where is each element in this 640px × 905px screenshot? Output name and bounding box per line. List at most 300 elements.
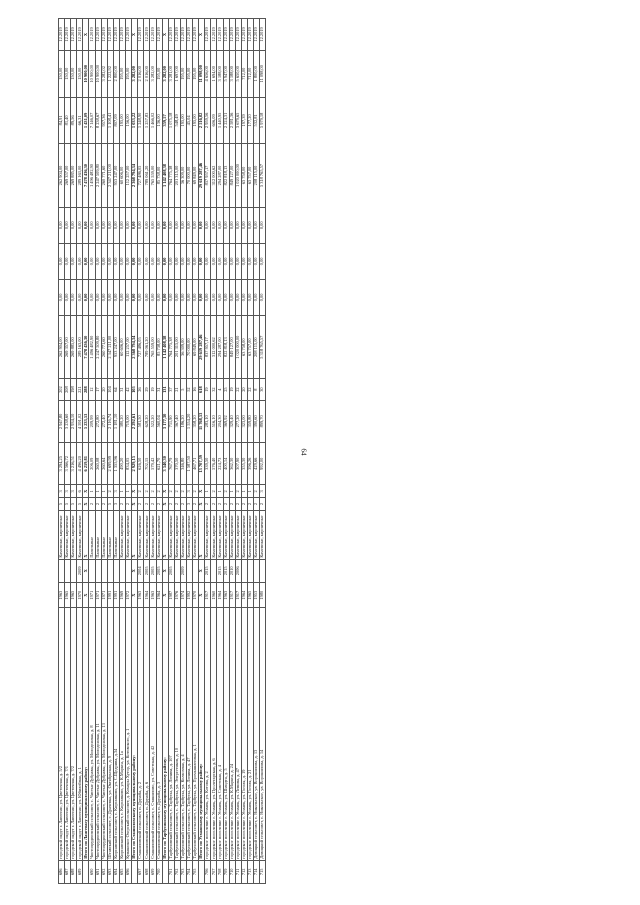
cell-d: 2 347 211,00 xyxy=(107,315,113,379)
cell-no: 699 xyxy=(150,860,156,883)
cell-addr: Кирсанский сельсовет, с. Кирсанково, ул. К.Маркса, д. 1а xyxy=(119,608,125,860)
cell-b: 560,04 xyxy=(156,400,162,442)
cell-addr: Тарбусинский сельсовет, с. Тарбусы, ул. Колхозная, д. 4 xyxy=(180,608,186,860)
cell-a: 3 216,51 xyxy=(71,443,77,485)
cell-b: 380,20 xyxy=(119,400,125,442)
cell-y1: 1964 xyxy=(217,582,223,607)
cell-g: 0,00 xyxy=(211,207,217,243)
cell-fl: 2 xyxy=(229,498,235,511)
cell-b: 516,10 xyxy=(211,400,217,442)
cell-en: 2 xyxy=(193,485,199,498)
cell-h: 765 559,00 xyxy=(150,144,156,208)
cell-g: 0,00 xyxy=(89,207,95,243)
cell-d: 837 957,17 xyxy=(205,315,211,379)
cell-h: 208 115,00 xyxy=(254,144,260,208)
cell-b: 283,10 xyxy=(205,400,211,442)
cell-c: 221 xyxy=(77,379,83,400)
cell-y1: 1917 xyxy=(205,582,211,607)
cell-j: 3 281,00 xyxy=(168,50,174,97)
cell-f: 0,00 xyxy=(180,243,186,279)
cell-j: 10 900,00 xyxy=(83,50,89,97)
cell-k: 12.2019 xyxy=(241,19,247,51)
cell-c: 4 xyxy=(217,379,223,400)
cell-f: 0,00 xyxy=(119,243,125,279)
cell-a: 1 587,50 xyxy=(186,443,192,485)
cell-h: 262 904,00 xyxy=(59,144,65,208)
cell-a: 429,66 xyxy=(254,443,260,485)
cell-a: 767,79 xyxy=(168,443,174,485)
cell-addr: городское поселение г. Усмань, ул. Гоголя, д. 21 xyxy=(247,608,253,860)
cell-k: X xyxy=(199,19,205,51)
cell-k: 12.2019 xyxy=(193,19,199,51)
cell-g: 0,00 xyxy=(229,207,235,243)
cell-fl: 2 xyxy=(211,498,217,511)
cell-fl: X xyxy=(83,498,89,511)
cell-c: 20 xyxy=(241,379,247,400)
cell-e: 0,00 xyxy=(199,279,205,315)
cell-no: 708 xyxy=(217,860,223,883)
cell-g: 0,00 xyxy=(126,207,132,243)
cell-b: 2 116,74 xyxy=(107,400,113,442)
cell-en: X xyxy=(83,485,89,498)
cell-e: 0,00 xyxy=(89,279,95,315)
cell-wall: Каменные, кирпичные xyxy=(223,510,229,559)
cell-h: 822 818,13 xyxy=(223,144,229,208)
cell-b: 2 292,61 xyxy=(132,400,138,442)
cell-b: 186,20 xyxy=(180,400,186,442)
cell-a: 2 929,15 xyxy=(132,443,138,485)
cell-a: 307,90 xyxy=(235,443,241,485)
cell-wall: Каменные, кирпичные xyxy=(241,510,247,559)
cell-y1: 1991 xyxy=(107,582,113,607)
cell-en: 2 xyxy=(156,485,162,498)
cell-wall: Каменные, кирпичные xyxy=(211,510,217,559)
cell-g: 0,00 xyxy=(205,207,211,243)
cell-y1: X xyxy=(199,582,205,607)
cell-k: 12.2019 xyxy=(254,19,260,51)
cell-no: 712 xyxy=(241,860,247,883)
cell-addr: Сташиловский сельсовет, п. Дружба, д. 2 xyxy=(138,608,144,860)
cell-b: 2 934,10 xyxy=(71,400,77,442)
cell-i: 177,20 xyxy=(247,97,253,144)
cell-f: 0,00 xyxy=(186,243,192,279)
cell-j: 195,00 xyxy=(180,50,186,97)
cell-j: 2 016,00 xyxy=(144,50,150,97)
cell-c: 12 xyxy=(89,379,95,400)
cell-a: 346,80 xyxy=(180,443,186,485)
cell-wall: X xyxy=(162,510,168,559)
cell-addr: Кирсанский сельсовет, с. Кирсанково, ул. С.Щедрина, д.34 xyxy=(113,608,119,860)
cell-e: 0,00 xyxy=(174,279,180,315)
cell-f: 0,00 xyxy=(162,243,168,279)
cell-addr: Чистопрудненский сельсовет, с. Чистые Дубравы, ул. Молодежная, д. 8 xyxy=(89,608,95,860)
cell-h: 727 486,05 xyxy=(138,144,144,208)
cell-j: 712,00 xyxy=(241,50,247,97)
cell-b: 711,90 xyxy=(168,400,174,442)
cell-addr: Сташиловский сельсовет, п. Дружба, д. 3 xyxy=(156,608,162,860)
cell-a: 467,71 xyxy=(193,443,199,485)
cell-en: 2 xyxy=(223,485,229,498)
cell-y1: 1965 xyxy=(65,582,71,607)
cell-j: 4 656,00 xyxy=(205,50,211,97)
cell-e: 0,00 xyxy=(65,279,71,315)
cell-b: 719,00 xyxy=(126,400,132,442)
cell-e: 0,00 xyxy=(101,279,107,315)
cell-en: 3 xyxy=(113,485,119,498)
cell-e: 0,00 xyxy=(156,279,162,315)
cell-no: 714 xyxy=(254,860,260,883)
cell-no: 697 xyxy=(138,860,144,883)
cell-c: 42 xyxy=(126,379,132,400)
cell-c: 19 xyxy=(229,379,235,400)
cell-i: 45,04 xyxy=(186,97,192,144)
cell-fl: 2 xyxy=(89,498,95,511)
cell-k: 12.2019 xyxy=(205,19,211,51)
cell-wall: Каменные, кирпичные xyxy=(71,510,77,559)
cell-j: 195,00 xyxy=(186,50,192,97)
cell-b: 329,40 xyxy=(229,400,235,442)
cell-no: 694 xyxy=(113,860,119,883)
cell-no: 689 xyxy=(77,860,83,883)
cell-d: 312 000,62 xyxy=(211,315,217,379)
cell-no: 710 xyxy=(229,860,235,883)
cell-a: 834,05 xyxy=(126,443,132,485)
cell-y1: 1972 xyxy=(126,582,132,607)
cell-y1: 1970 xyxy=(193,582,199,607)
cell-f: 0,00 xyxy=(126,243,132,279)
cell-y1: 1953 xyxy=(254,582,260,607)
cell-e: 0,00 xyxy=(132,279,138,315)
cell-c: 17 xyxy=(95,379,101,400)
cell-fl: 5 xyxy=(65,498,71,511)
cell-f: 0,00 xyxy=(174,243,180,279)
cell-f: 0,00 xyxy=(168,243,174,279)
cell-e: 0,00 xyxy=(241,279,247,315)
cell-g: 0,00 xyxy=(241,207,247,243)
cell-d: 208 115,00 xyxy=(254,315,260,379)
cell-k: 12.2019 xyxy=(223,19,229,51)
cell-f: 0,00 xyxy=(217,243,223,279)
cell-a: 13 707,59 xyxy=(199,443,205,485)
cell-c: 29 xyxy=(144,379,150,400)
cell-addr: городской округ г. Лангепас, ул. Юбилейная, д. 1 xyxy=(77,608,83,860)
cell-b: 3 177,30 xyxy=(162,400,168,442)
cell-g: 0,00 xyxy=(193,207,199,243)
cell-j: 150,00 xyxy=(71,50,77,97)
cell-h: 63 758,00 xyxy=(241,144,247,208)
cell-en: 1 xyxy=(229,485,235,498)
cell-g: 0,00 xyxy=(199,207,205,243)
cell-c: 16 xyxy=(193,379,199,400)
cell-fl: 5 xyxy=(59,498,65,511)
cell-g: 0,00 xyxy=(144,207,150,243)
cell-y2: 2015 xyxy=(223,559,229,582)
cell-g: 0,00 xyxy=(138,207,144,243)
cell-a: 370,50 xyxy=(174,443,180,485)
cell-g: 0,00 xyxy=(95,207,101,243)
cell-wall: X xyxy=(199,510,205,559)
cell-e: 0,00 xyxy=(211,279,217,315)
cell-i: 136,00 xyxy=(156,97,162,144)
cell-e: 0,00 xyxy=(193,279,199,315)
cell-fl: 2 xyxy=(180,498,186,511)
cell-g: 0,00 xyxy=(71,207,77,243)
cell-wall: Каменные, кирпичные xyxy=(217,510,223,559)
cell-i: 66,31 xyxy=(77,97,83,144)
cell-d: 63 757,00 xyxy=(247,315,253,379)
cell-wall: Каменные, кирпичные xyxy=(235,510,241,559)
cell-i: 2 516,82 xyxy=(199,97,205,144)
cell-b: 1 554,20 xyxy=(186,400,192,442)
cell-i: 8 238,67 xyxy=(95,97,101,144)
cell-f: 0,00 xyxy=(113,243,119,279)
table-rotated-container xyxy=(58,18,264,884)
cell-e: 0,00 xyxy=(235,279,241,315)
cell-en: 3 xyxy=(65,485,71,498)
cell-i: 195,00 xyxy=(119,97,125,144)
cell-e: 0,00 xyxy=(205,279,211,315)
cell-j: 195,00 xyxy=(193,50,199,97)
cell-b: 899,70 xyxy=(260,400,266,442)
cell-b: 367,40 xyxy=(174,400,180,442)
cell-wall: Каменные, кирпичные xyxy=(77,510,83,559)
cell-wall: Каменные, кирпичные xyxy=(138,510,144,559)
cell-y1: 1987 xyxy=(168,582,174,607)
cell-e: 0,00 xyxy=(168,279,174,315)
cell-b: 3 238,60 xyxy=(65,400,71,442)
cell-h: 789 061,20 xyxy=(144,144,150,208)
cell-e: 0,00 xyxy=(138,279,144,315)
cell-g: 0,00 xyxy=(168,207,174,243)
cell-j: 3 188,00 xyxy=(217,50,223,97)
cell-f: 0,00 xyxy=(95,243,101,279)
cell-d: 63 758,00 xyxy=(241,315,247,379)
cell-f: 0,00 xyxy=(107,243,113,279)
cell-a: 6 259,81 xyxy=(83,443,89,485)
cell-fl: 2 xyxy=(174,498,180,511)
cell-j: 1 800,00 xyxy=(254,50,260,97)
cell-a: 260,08 xyxy=(95,443,101,485)
cell-fl: 3 xyxy=(186,498,192,511)
cell-fl: 2 xyxy=(235,498,241,511)
cell-y2: 2009 xyxy=(180,559,186,582)
cell-en: 1 xyxy=(101,485,107,498)
cell-b: 5 233,53 xyxy=(83,400,89,442)
cell-d: 262 904,00 xyxy=(59,315,65,379)
cell-j: 1 697,00 xyxy=(174,50,180,97)
cell-d: 294 287,00 xyxy=(217,315,223,379)
table-row xyxy=(260,19,266,884)
cell-h: 36 309,00 xyxy=(180,144,186,208)
cell-e: 0,00 xyxy=(217,279,223,315)
cell-y1: 1960 xyxy=(211,582,217,607)
cell-fl: 5 xyxy=(71,498,77,511)
cell-e: 0,00 xyxy=(119,279,125,315)
cell-b: 2 947,80 xyxy=(59,400,65,442)
cell-h: 2 368 794,34 xyxy=(132,144,138,208)
cell-y2: X xyxy=(83,559,89,582)
cell-e: 0,00 xyxy=(77,279,83,315)
cell-c: 22 xyxy=(235,379,241,400)
cell-y2: 2015 xyxy=(205,559,211,582)
cell-b: 359,80 xyxy=(247,400,253,442)
cell-y2: 2005 xyxy=(144,559,150,582)
cell-k: 12.2019 xyxy=(113,19,119,51)
cell-k: 12.2019 xyxy=(247,19,253,51)
cell-d: 953 247,00 xyxy=(113,315,119,379)
cell-k: 12.2019 xyxy=(174,19,180,51)
cell-g: 0,00 xyxy=(217,207,223,243)
cell-i: 197,39 xyxy=(241,97,247,144)
cell-en: X xyxy=(199,485,205,498)
cell-h: 269 885,00 xyxy=(71,144,77,208)
cell-y2: X xyxy=(199,559,205,582)
cell-i: 1 466,02 xyxy=(150,97,156,144)
cell-e: 0,00 xyxy=(150,279,156,315)
cell-addr: Сташиловский сельсовет, п. Дружба, д. 6 xyxy=(144,608,150,860)
cell-b: 11 768,53 xyxy=(199,400,205,442)
cell-g: 0,00 xyxy=(247,207,253,243)
cell-f: 0,00 xyxy=(77,243,83,279)
cell-k: 12.2019 xyxy=(89,19,95,51)
cell-k: X xyxy=(162,19,168,51)
cell-b: 390,60 xyxy=(254,400,260,442)
cell-i: 807,09 xyxy=(113,97,119,144)
cell-a: 490,20 xyxy=(119,443,125,485)
cell-fl: X xyxy=(162,498,168,511)
cell-i: 606,09 xyxy=(211,97,217,144)
cell-i: 89,56 xyxy=(71,97,77,144)
cell-fl: 2 xyxy=(95,498,101,511)
cell-wall: Каменные, кирпичные xyxy=(156,510,162,559)
cell-y1: 1964 xyxy=(241,582,247,607)
cell-y1: 1976 xyxy=(174,582,180,607)
cell-no: 687 xyxy=(65,860,71,883)
cell-g: 0,00 xyxy=(132,207,138,243)
cell-j: 3 282,00 xyxy=(150,50,156,97)
cell-addr: городское поселение г. Усмань, ул. Гоголя, д. 19 xyxy=(241,608,247,860)
cell-g: 0,00 xyxy=(113,207,119,243)
cell-c: 30 xyxy=(260,379,266,400)
cell-k: X xyxy=(83,19,89,51)
cell-no: 701 xyxy=(168,860,174,883)
cell-g: 0,00 xyxy=(180,207,186,243)
cell-wall: Каменные, кирпичные xyxy=(186,510,192,559)
cell-en: 2 xyxy=(107,485,113,498)
cell-d: 1 142 408,38 xyxy=(162,315,168,379)
cell-addr: городской округ г. Лангепас, ул. Цветочная, д. 7/2 xyxy=(71,608,77,860)
cell-en: 2 xyxy=(254,485,260,498)
cell-a: 206,09 xyxy=(89,443,95,485)
cell-g: 0,00 xyxy=(83,207,89,243)
cell-no: 709 xyxy=(223,860,229,883)
cell-j: 1 222,92 xyxy=(107,50,113,97)
cell-y1: 1965 xyxy=(71,582,77,607)
cell-a: 576,40 xyxy=(211,443,217,485)
cell-e: 0,00 xyxy=(247,279,253,315)
cell-wall: Каменные, кирпичные xyxy=(59,510,65,559)
cell-d: 260 771,60 xyxy=(101,315,107,379)
cell-y1: 1964 xyxy=(144,582,150,607)
cell-wall: Панельные xyxy=(107,510,113,559)
cell-a: 224,73 xyxy=(217,443,223,485)
cell-no: 705 xyxy=(193,860,199,883)
cell-a: 992,00 xyxy=(260,443,266,485)
cell-wall: Каменные, кирпичные xyxy=(150,510,156,559)
cell-k: 12.2019 xyxy=(107,19,113,51)
cell-c: 5 xyxy=(180,379,186,400)
cell-en: 1 xyxy=(247,485,253,498)
cell-k: 12.2019 xyxy=(229,19,235,51)
cell-i: 1 440,95 xyxy=(217,97,223,144)
cell-i: 7 146,07 xyxy=(89,97,95,144)
cell-i: 81,40 xyxy=(65,97,71,144)
cell-g: 0,00 xyxy=(223,207,229,243)
cell-e: 0,00 xyxy=(223,279,229,315)
cell-addr: городское поселение г. Усмань, ул. Советская, д. 4 xyxy=(217,608,223,860)
cell-en: 2 xyxy=(174,485,180,498)
cell-k: 12.2019 xyxy=(168,19,174,51)
cell-en: 6 xyxy=(77,485,83,498)
cell-wall: Каменные, кирпичные xyxy=(247,510,253,559)
cell-i: 532,81 xyxy=(254,97,260,144)
cell-addr: Штавский сельсовет, с. Драчевка, ул. Октябрьская, д. 9 xyxy=(107,608,113,860)
cell-k: 12.2019 xyxy=(119,19,125,51)
cell-y1: 1963 xyxy=(150,582,156,607)
cell-k: 12.2019 xyxy=(65,19,71,51)
cell-e: 0,00 xyxy=(83,279,89,315)
cell-c: 21 xyxy=(174,379,180,400)
cell-no: 686 xyxy=(59,860,65,883)
cell-a: 3 294,25 xyxy=(59,443,65,485)
cell-wall: Панельные xyxy=(113,510,119,559)
cell-a: 260,64 xyxy=(101,443,107,485)
cell-addr: городское поселение г. Усмань, ул. Ленина, д. 47 xyxy=(235,608,241,860)
cell-d: 60 606,00 xyxy=(119,315,125,379)
cell-c: 31 xyxy=(156,379,162,400)
cell-i: 359,57 xyxy=(162,97,168,144)
cell-k: 12.2019 xyxy=(144,19,150,51)
cell-y2: X xyxy=(162,559,168,582)
cell-e: 0,00 xyxy=(95,279,101,315)
cell-f: 0,00 xyxy=(138,243,144,279)
cell-j: 3 188,00 xyxy=(229,50,235,97)
cell-fl: 2 xyxy=(223,498,229,511)
cell-y2 xyxy=(260,559,266,582)
cell-fl: 2 xyxy=(138,498,144,511)
cell-y2: 2004 xyxy=(138,559,144,582)
cell-g: 0,00 xyxy=(260,207,266,243)
cell-fl: X xyxy=(132,498,138,511)
cell-b: 358,20 xyxy=(193,400,199,442)
cell-d: 1 020 000,00 xyxy=(235,315,241,379)
cell-e: 0,00 xyxy=(59,279,65,315)
cell-j: 2 800,00 xyxy=(113,50,119,97)
cell-k: 12.2019 xyxy=(186,19,192,51)
cell-no: 692 xyxy=(101,860,107,883)
cell-c: 131 xyxy=(162,379,168,400)
cell-no: 698 xyxy=(144,860,150,883)
cell-c: 22 xyxy=(247,379,253,400)
cell-fl: 2 xyxy=(156,498,162,511)
cell-fl: 3 xyxy=(113,498,119,511)
cell-fl: 2 xyxy=(217,498,223,511)
cell-c: 8 xyxy=(254,379,260,400)
cell-b: 272,40 xyxy=(101,400,107,442)
cell-a: 621,70 xyxy=(156,443,162,485)
cell-c: 104 xyxy=(107,379,113,400)
cell-wall: X xyxy=(83,510,89,559)
